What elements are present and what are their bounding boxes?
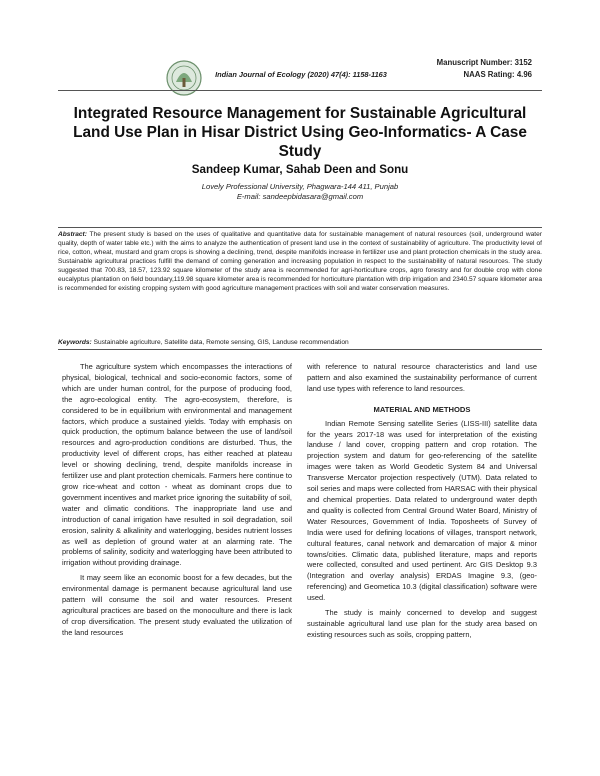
keywords-label: Keywords: (58, 339, 92, 346)
abstract-label: Abstract: (58, 231, 87, 238)
right-column (307, 362, 537, 641)
paper-title: Integrated Resource Management for Sustainable Agricultural Land Use Plan in Hisar District Using Geo-Informatics- A Case Study (73, 105, 527, 160)
email: E-mail: sandeepbidasara@gmail.com (236, 192, 364, 201)
body-paragraph: The study is mainly concerned to develop and suggest sustainable agricultural land use plan for the study area based on existing resources such as soils, cropping pattern, (307, 608, 537, 639)
abstract-top-rule (58, 227, 542, 228)
keywords-text: Sustainable agriculture, Satellite data, Remote sensing, GIS, Landuse recommendation (93, 339, 349, 346)
header-rule (58, 90, 542, 91)
affiliation-block (58, 182, 542, 202)
abstract (58, 230, 542, 293)
naas-rating: NAAS Rating: 4.96 (463, 70, 532, 79)
keywords-bottom-rule (58, 349, 542, 350)
keywords (58, 338, 542, 347)
body-paragraph: It may seem like an economic boost for a few decades, but the environmental damage is permanent because agricultural land use pattern will consume the soil and water resources. Present agricultural practices are based on the monoculture and there is lack of crop diversification. The present study evaluated the utilization of the land resources (62, 573, 292, 637)
body-paragraph: with reference to natural resource characteristics and land use pattern and also examined the sustainability performance of current land use types with reference to land resources. (307, 362, 537, 393)
manuscript-number: Manuscript Number: 3152 (436, 58, 532, 67)
abstract-text: The present study is based on the uses of qualitative and quantitative data for sustainable management of natural resources (soil, underground water quality, depth of water table etc.) with the aims to analyze the authentication of present land use in the context of sustainability of agriculture. The productivity level of rice, cotton, wheat, mustard and gram crops is showing a declining, trend, despite manifolds increase in fertilizer use and plant protection chemicals in the study area. Sustainable agricultural practices fulfill the demand of coming generation and increasing population in respect to the sustainability of natural resources. The study suggested that 700.83, 18.57, 123.92 square kilometer of the study area is recommended for agri-horticulture crops, agro forestry and for double crop with clone eucalyptus plantation on field boundary,119.98 square kilometer area is recommended for horticulture plantation with drip irrigation and 2340.57 square kilometer area is recommended for existing cropping system with good agriculture management practices with soil and water conservation measures. (58, 231, 542, 293)
affiliation: Lovely Professional University, Phagwara-144 411, Punjab (201, 182, 399, 191)
body-paragraph: Indian Remote Sensing satellite Series (LISS-III) satellite data for the years 2017-18 was used for interpretation of the existing landuse / land cover, cropping pattern and crop rotation. The projection system and datum for geo-referencing of the satellite images were taken as World Geodetic System 84 and Universal Transverse Mercator projection respectively (UTM). Data related to soil series and maps were collected from HARSAC with their physical and chemical properties. Data related to underground water depth and quality is collected from Central Ground Water Board, Ministry of Water Resources, Government of India. Toposheets of Survey of India were used for defining locations of villages, transport network, cultural features, canal network and demarcation of major & minor towns/cities. Climatic data, published literature, maps and reports were collected, consulted and used pertinent. Arc GIS Desktop 9.3 (Integration and overlay analysis) ERDAS Imagine 9.3, (geo-referencing) and Geometica 10.3 (digital classification) software were used. (307, 418, 537, 603)
section-heading: MATERIAL AND METHODS (373, 404, 471, 414)
body-paragraph: The agriculture system which encompasses the interactions of physical, biological, technical and socio-economic factors, some of which are under human control, for the purpose of producing food, the agro-ecological entity. The agro-ecosystem, therefore, is considered to be in equilibrium with environmental and management factors, which produce a sustained yields. Today with emphasis on quick production, the optimum balance between the use of land/soil resources and agro-production conditions are disturbed. Thus, the productivity level of different crops, has either reached at plateau level or showing declining, trend, despite manifolds increase in fertilizer use and plant protection chemicals. Farmers here continue to grow rice-wheat and cotton - wheat as dominant crops due to government incentives and market price ignoring the suitability of soil, water and climatic conditions. The inappropriate land use and introduction of canal irrigation have resulted in soil degradation, soil erosion, salinity & alkalinity and waterlogging, besides nutrient losses as well as depletion of ground water at an alarming rate. The problems of salinity, sodicity and waterlogging have been attributed to irrigation without providing drainage. (62, 362, 292, 568)
left-column (62, 362, 292, 639)
journal-citation: Indian Journal of Ecology (2020) 47(4): 1158-1163 (215, 70, 387, 79)
manuscript-info (398, 57, 532, 81)
authors: Sandeep Kumar, Sahab Deen and Sonu (191, 163, 409, 176)
